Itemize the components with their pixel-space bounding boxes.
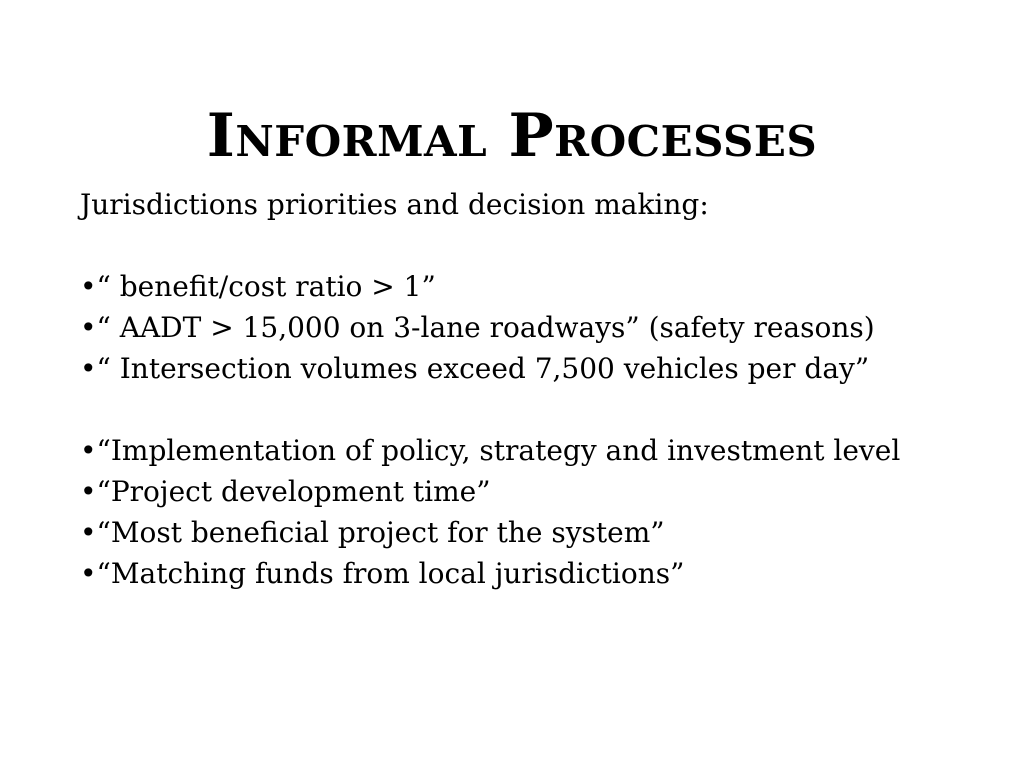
- intro-text: Jurisdictions priorities and decision making:: [80, 188, 709, 221]
- bullet-icon: •: [80, 352, 97, 385]
- slide-title: Informal Processes: [206, 101, 818, 171]
- bullet-icon: •: [80, 557, 97, 590]
- bullet-item: [80, 266, 1024, 307]
- bullet-text: “ AADT > 15,000 on 3-lane roadways” (safety reasons): [96, 311, 875, 344]
- bullet-item: [80, 512, 1024, 553]
- bullet-text: “Matching funds from local jurisdictions”: [96, 557, 685, 590]
- bullet-icon: •: [80, 270, 97, 303]
- bullet-icon: •: [80, 434, 97, 467]
- bullet-icon: •: [80, 475, 97, 508]
- slide-body: [80, 184, 1024, 594]
- spacer: [80, 389, 1024, 430]
- bullet-text: “ Intersection volumes exceed 7,500 vehicles per day”: [96, 352, 870, 385]
- bullet-text: “Most beneficial project for the system”: [96, 516, 665, 549]
- bullet-item: [80, 430, 1024, 471]
- spacer: [80, 225, 1024, 266]
- bullet-text: “Project development time”: [96, 475, 491, 508]
- bullet-text: “ benefit/cost ratio > 1”: [96, 270, 436, 303]
- bullet-icon: •: [80, 516, 97, 549]
- bullet-icon: •: [80, 311, 97, 344]
- bullet-text: “Implementation of policy, strategy and investment level: [96, 434, 901, 467]
- bullet-item: [80, 307, 1024, 348]
- bullet-item: [80, 471, 1024, 512]
- bullet-item: [80, 553, 1024, 594]
- bullet-item: [80, 348, 1024, 389]
